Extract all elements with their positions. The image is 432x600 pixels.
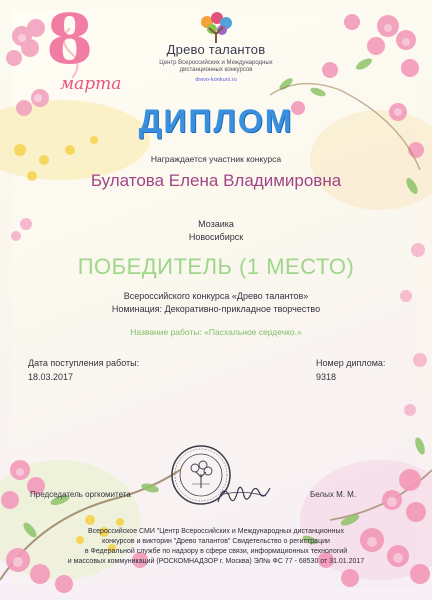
diploma-number-label: Номер диплома: xyxy=(316,358,386,368)
awarded-text: Награждается участник конкурса xyxy=(150,154,282,164)
nomination: Номинация: Декоративно-прикладное творчество xyxy=(111,304,321,314)
org-name: Древо талантов xyxy=(166,42,266,57)
chair-label: Председатель оргкомитета xyxy=(30,490,131,499)
footer-line-2: конкурсов и викторин "Древо талантов" Свидетельство о регистрации xyxy=(102,538,330,545)
holiday-word: марта xyxy=(60,74,122,94)
org-subtitle xyxy=(140,60,292,74)
participant-city: Новосибирск xyxy=(188,232,244,242)
date-value: 18.03.2017 xyxy=(28,372,74,382)
chair-name: Белых М. М. xyxy=(310,490,357,499)
diploma-number-value: 9318 xyxy=(316,372,337,382)
date-label: Дата поступления работы: xyxy=(28,358,140,368)
signature-icon xyxy=(214,476,274,510)
footer-line-3: в Федеральной службе по надзору в сфере связи, информационных технологий xyxy=(84,548,348,555)
work-title: Название работы: «Пасхальное сердечко.» xyxy=(130,327,302,337)
footer-line-4: и массовых коммуникаций (РОСКОМНАДЗОР г. Москва) ЭЛ№ ФС 77 - 68530 от 31.01.2017 xyxy=(67,558,365,565)
diploma-title: ДИПЛОМ xyxy=(138,103,294,139)
org-site-link: drevo-konkurs.ru xyxy=(195,77,237,83)
org-subtitle-line-1: Центр Всероссийских и Международных xyxy=(159,60,273,66)
footer-line-1: Всероссийское СМИ "Центр Всероссийских и Международных дистанционных xyxy=(88,528,344,535)
tree-logo-icon xyxy=(195,12,237,44)
contest-name: Всероссийского конкурса «Древо талантов» xyxy=(123,291,309,301)
registration-footer xyxy=(40,527,392,567)
participant-name: Булатова Елена Владимировна xyxy=(90,171,342,190)
participant-organization: Мозаика xyxy=(198,219,234,229)
result-title: ПОБЕДИТЕЛЬ (1 МЕСТО) xyxy=(77,254,355,279)
org-subtitle-line-2: дистанционных конкурсов xyxy=(179,67,253,73)
holiday-number: 8 xyxy=(46,0,94,80)
